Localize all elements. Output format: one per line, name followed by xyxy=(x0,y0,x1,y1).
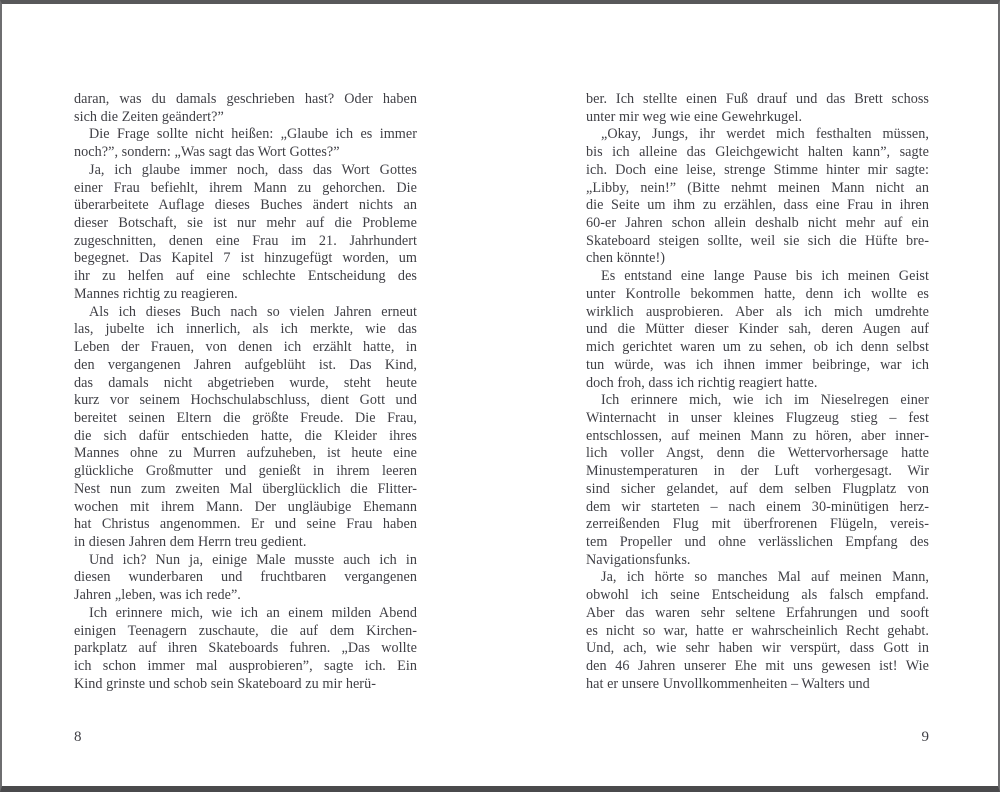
paragraph xyxy=(586,91,929,126)
text-line: einigen Teenagern zuschaute, die auf dem Kirchen- xyxy=(74,622,417,639)
text-line: unter Kontrolle bekommen hatte, denn ich wollte es xyxy=(586,285,929,302)
text-line: Nest nun zum zweiten Mal überglücklich die Flitter- xyxy=(74,480,417,497)
text-line: doch froh, dass ich richtig reagiert hatte. xyxy=(586,374,818,391)
text-line: 60-er Jahren schon allein deshalb nicht mehr auf ein xyxy=(586,215,929,232)
text-line: lich voller Angst, denn die Wettervorhersage hatte xyxy=(586,445,929,462)
text-line: hat er unsere Unvollkommenheiten – Walters und xyxy=(586,675,870,692)
text-line: überarbeitete Auflage dieses Buches ändert nichts an xyxy=(74,197,417,214)
text-line: die sich dafür entschieden hatte, die Kleider ihres xyxy=(74,427,417,444)
text-line: ihr zu helfen auf eine schlechte Entscheidung des xyxy=(74,268,417,285)
paragraph xyxy=(74,162,417,304)
page-right-text-column xyxy=(586,91,929,693)
page-number-right: 9 xyxy=(921,729,929,745)
text-line: hat Christus angenommen. Er und seine Frau haben xyxy=(74,516,417,533)
text-line: ich. Doch eine leise, strenge Stimme hinter mir sagte: xyxy=(586,161,929,178)
text-line: ich schon immer mal ausprobieren”, sagte ich. Ein xyxy=(74,658,417,674)
text-line: in diesen Jahren dem Herrn treu gedient. xyxy=(74,533,307,550)
text-line: dem wir starteten – nach einem 30-minütigen herz- xyxy=(586,498,929,515)
text-line: Aber das waren sehr seltene Erfahrungen und sooft xyxy=(586,604,929,621)
paragraph xyxy=(586,126,929,268)
text-line: wirklich ausprobieren. Aber als ich mich umdrehte xyxy=(586,303,929,320)
text-line: sich die Zeiten geändert?” xyxy=(74,108,224,125)
text-line: chen könnte!) xyxy=(586,250,666,267)
text-line: es nicht so war, hatte er wahrscheinlich Recht gehabt. xyxy=(586,622,929,639)
text-line: die Seite um ihm zu erzählen, dass eine Frau in ihren xyxy=(586,197,929,214)
text-line: Und, ach, wie sehr haben wir verspürt, dass Gott in xyxy=(586,640,929,657)
page-left-text-column xyxy=(74,91,417,693)
text-line: dieser Botschaft, sie ist nur mehr auf die Probleme xyxy=(74,215,417,232)
paragraph xyxy=(74,605,417,694)
text-line: bereitet seinen Eltern die größte Freude. Die Frau, xyxy=(74,409,417,426)
text-line: parkplatz auf ihren Skateboards fuhren. „Das wollte xyxy=(74,640,417,657)
text-line: „Okay, Jungs, ihr werdet mich festhalten müssen, xyxy=(601,126,929,143)
text-line: einer Frau befiehlt, ihrem Mann zu gehorchen. Die xyxy=(74,179,417,196)
text-line: entschlossen, auf meinen Mann zu hören, aber inner- xyxy=(586,427,929,444)
text-line: begegnet. Das Kapitel 7 ist hinzugefügt worden, um xyxy=(74,250,417,267)
paragraph xyxy=(74,126,417,161)
text-line: Ich erinnere mich, wie ich im Nieselregen einer xyxy=(601,392,929,409)
text-line: Die Frage sollte nicht heißen: „Glaube ich es immer xyxy=(89,126,417,143)
text-line: Kind grinste und schob sein Skateboard zu mir herü- xyxy=(74,675,376,692)
text-line: den vergangenen Jahren aufgeblüht ist. Das Kind, xyxy=(74,356,417,373)
text-line: sind sicher gelandet, auf dem selben Flugplatz von xyxy=(586,480,929,497)
text-line: Ja, ich glaube immer noch, dass das Wort Gottes xyxy=(89,161,417,178)
text-line: noch?”, sondern: „Was sagt das Wort Gottes?” xyxy=(74,144,340,161)
text-line: zerreißenden Flug mit überfrorenen Flügeln, vereis- xyxy=(586,516,929,533)
text-line: Mannes ohne zu Murren aufzuheben, ist heute eine xyxy=(74,445,417,462)
text-line: Mannes richtig zu reagieren. xyxy=(74,285,238,302)
text-line: wochen mit ihrem Mann. Der ungläubige Ehemann xyxy=(74,498,417,515)
text-line: bis ich alleine das Gleichgewicht halten kann”, sagte xyxy=(586,144,929,161)
text-line: das damals nicht abgetrieben wurde, steht heute xyxy=(74,374,417,391)
text-line: tun würde, was ich ihnen immer beibringe, war ich xyxy=(586,356,929,373)
text-line: Und ich? Nun ja, einige Male musste auch ich in xyxy=(89,551,417,568)
text-line: Winternacht in unser kleines Flugzeug stieg – fest xyxy=(586,409,929,426)
text-line: den 46 Jahren unserer Ehe mit uns gewesen ist! Wie xyxy=(586,658,929,674)
text-line: tem Propeller und ohne verlässlichen Empfang des xyxy=(586,533,929,550)
text-line: Skateboard steigen sollte, weil sie sich die Hüfte bre- xyxy=(586,232,929,249)
page-number-left: 8 xyxy=(74,729,82,745)
text-line: diesen wunderbaren und fruchtbaren vergangenen xyxy=(74,569,417,586)
paragraph xyxy=(586,268,929,392)
text-line: und die Mütter dieser Kinder sah, deren Augen auf xyxy=(586,321,929,338)
text-line: zugeschnitten, denen eine Frau im 21. Jahrhundert xyxy=(74,232,417,249)
text-line: unter mir weg wie eine Gewehrkugel. xyxy=(586,108,803,125)
text-line: Navigationsfunks. xyxy=(586,551,691,568)
text-line: Jahren „leben, was ich rede”. xyxy=(74,587,241,604)
text-line: kurz vor seinem Hochschulabschluss, dient Gott und xyxy=(74,392,417,409)
text-line: Als ich dieses Buch nach so vielen Jahren erneut xyxy=(89,303,417,320)
text-line: daran, was du damals geschrieben hast? Oder haben xyxy=(74,91,417,107)
paragraph xyxy=(74,304,417,552)
text-line: Leben der Frauen, von denen ich erzählt hatte, in xyxy=(74,339,417,356)
text-line: Minustemperaturen in der Luft vorhergesagt. Wir xyxy=(586,463,929,480)
text-line: Es entstand eine lange Pause bis ich meinen Geist xyxy=(601,268,929,285)
text-line: „Libby, nein!” (Bitte nehmt meinen Mann nicht an xyxy=(586,179,929,196)
text-line: mich gerichtet waren um zu sehen, ob ich denn selbst xyxy=(586,339,929,356)
text-line: las, jubelte ich innerlich, als ich merkte, wie das xyxy=(74,321,417,338)
text-line: Ich erinnere mich, wie ich an einem milden Abend xyxy=(89,604,417,621)
text-line: glückliche Großmutter und genießt in ihrem leeren xyxy=(74,463,417,480)
paragraph xyxy=(586,392,929,569)
paragraph xyxy=(74,91,417,126)
paragraph xyxy=(74,552,417,605)
text-line: ber. Ich stellte einen Fuß drauf und das Brett schoss xyxy=(586,91,929,107)
text-line: obwohl ich seine Entscheidung als falsch empfand. xyxy=(586,587,929,604)
text-line: Ja, ich hörte so manches Mal auf meinen Mann, xyxy=(601,569,929,586)
paragraph xyxy=(586,569,929,693)
